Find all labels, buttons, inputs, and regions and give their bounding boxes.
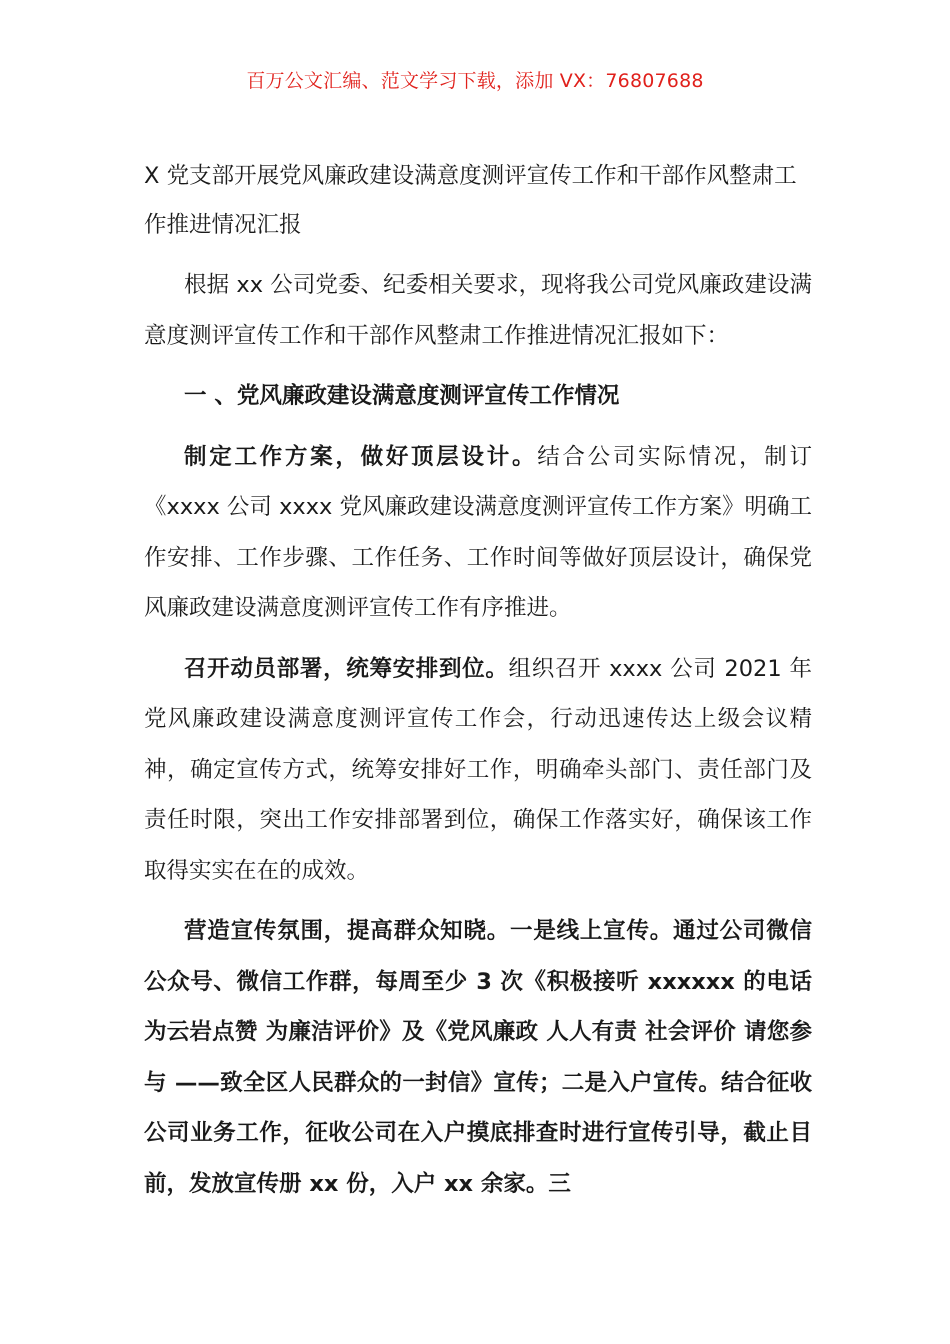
document-title: X 党支部开展党风廉政建设满意度测评宣传工作和干部作风整肃工作推进情况汇报	[144, 163, 797, 238]
paragraph-work-plan-lead: 制定工作方案，做好顶层设计。	[184, 443, 538, 470]
paragraph-publicity-part-b: ；二是入户宣传。结合征收公司业务工作，征收公司在入户摸底排查时进行宣传引导，截止目前，发放宣传册 xx 份，入户 xx 余家。三	[144, 1069, 812, 1197]
paragraph-work-plan-body: 结合公司实际情况，制订《xxxx 公司 xxxx 党风廉政建设满意度测评宣传工作方案》明确工作安排、工作步骤、工作任务、工作时间等做好顶层设计，确保党风廉政建设满意度测评宣传工作有序推进。	[144, 443, 812, 621]
document-body	[144, 152, 812, 1219]
paragraph-mobilization	[144, 644, 812, 897]
promo-banner: 百万公文汇编、范文学习下载，添加 VX：76807688	[246, 70, 704, 92]
paragraph-mobilization-body: 组织召开 xxxx 公司 2021 年党风廉政建设满意度测评宣传工作会，行动迅速传达上级会议精神，确定宣传方式，统筹安排好工作，明确牵头部门、责任部门及责任时限，突出工作安排部署到位，确保工作落实好，确保该工作取得实实在在的成效。	[144, 655, 812, 884]
paragraph-mobilization-lead: 召开动员部署，统筹安排到位。	[184, 655, 509, 682]
paragraph-publicity	[144, 906, 812, 1209]
paragraph-work-plan	[144, 432, 812, 634]
intro-paragraph: 根据 xx 公司党委、纪委相关要求，现将我公司党风廉政建设满意度测评宣传工作和干部作风整肃工作推进情况汇报如下：	[144, 272, 812, 349]
section-1-heading: 一 、党风廉政建设满意度测评宣传工作情况	[184, 383, 620, 409]
paragraph-publicity-part-a: 营造宣传氛围，提高群众知晓。一是线上宣传。通过公司微信公众号、微信工作群，每周至少 3 次《积极接听 xxxxxx 的电话 为云岩点赞 为廉洁评价》及《党风廉政 人人有责 社会评价 请您参与 ——致全区人民群众的一封信》宣传	[144, 918, 812, 1096]
